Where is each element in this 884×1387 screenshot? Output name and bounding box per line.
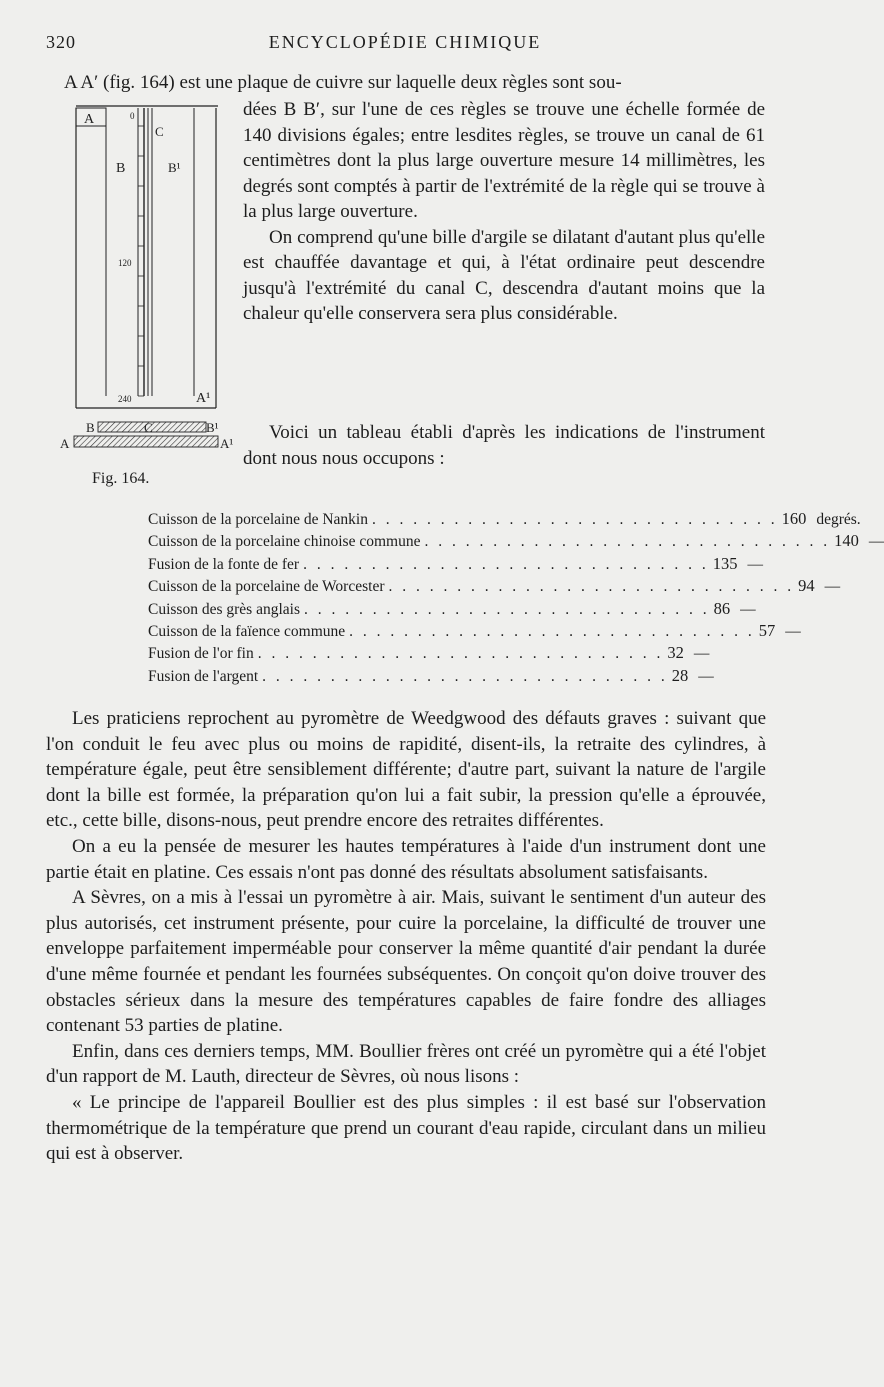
table-row	[148, 665, 714, 687]
leader-dots: . . . . . . . . . . . . . . . . . . . . . . . . . . . . . .	[388, 578, 795, 596]
label-c-bottom: C	[144, 420, 153, 435]
leader-dots: . . . . . . . . . . . . . . . . . . . . . . . . . . . . . .	[303, 555, 709, 573]
label-b1-bottom: B¹	[206, 420, 219, 435]
row-unit: —	[868, 533, 884, 551]
leader-dots: . . . . . . . . . . . . . . . . . . . . . . . . . . . . . .	[262, 667, 668, 685]
table-row	[148, 575, 841, 597]
leader-dots: . . . . . . . . . . . . . . . . . . . . . . . . . . . . . .	[349, 622, 755, 640]
paragraph-sevres: A Sèvres, on a mis à l'essai un pyromètre à air. Mais, suivant le sentiment d'un auteur des plus autorisés, cet instrument présente, pour cuire la porcelaine, la difficulté de trouver une enveloppe parfaitement imperméable pour conserver la même quantité d'air pendant la durée d'une même fournée et pendant les fournées subséquentes. On conçoit qu'on doive trouver des obstacles sérieux dans la mesure des températures capables de faire fondre des alliages contenant 53 parties de platine.	[46, 887, 766, 1037]
label-a1-bottom: A¹	[220, 436, 234, 451]
leader-dots: . . . . . . . . . . . . . . . . . . . . . . . . . . . . . .	[424, 533, 831, 551]
label-c-top: C	[155, 124, 164, 139]
row-label: Fusion de la fonte de fer	[148, 555, 300, 573]
row-unit: —	[785, 622, 801, 640]
row-value: 86	[713, 598, 731, 618]
paragraph-platinum: On a eu la pensée de mesurer les hautes températures à l'aide d'un instrument dont une partie était en platine. Ces essais n'ont pas donné des résultats absolument satisfaisants.	[46, 835, 766, 883]
table-row	[148, 642, 710, 664]
leader-dots: . . . . . . . . . . . . . . . . . . . . . . . . . . . . . .	[303, 600, 710, 618]
paragraph-rules-description: dées B B′, sur l'une de ces règles se trouve une échelle formée de 140 divisions égales; entre lesdites règles, se trouve un canal de 61 centimètres dont la plus large ouverture mesure 14 millimètres, les degrés sont comptés à partir de l'extrémité de la règle qui se trouve à la plus large ouverture.	[243, 99, 765, 222]
row-unit: —	[693, 645, 710, 663]
row-label: Fusion de l'argent	[148, 667, 259, 685]
row-label: Cuisson de la faïence commune	[148, 622, 346, 640]
row-unit: —	[824, 578, 841, 596]
label-b-bottom: B	[86, 420, 95, 435]
row-value: 94	[798, 576, 815, 596]
paragraph-boullier: Enfin, dans ces derniers temps, MM. Boullier frères ont créé un pyromètre qui a été l'objet d'un rapport de M. Lauth, directeur de Sèvres, où nous lisons :	[46, 1040, 766, 1088]
temperature-table	[148, 508, 884, 687]
body-text	[46, 706, 766, 1167]
row-label: Cuisson de la porcelaine chinoise commune	[148, 533, 421, 551]
running-title: ENCYCLOPÉDIE CHIMIQUE	[268, 32, 542, 52]
row-unit: —	[740, 600, 756, 618]
table-row	[148, 620, 801, 642]
label-b-left: B	[116, 161, 126, 176]
label-a1-right: A¹	[196, 391, 211, 406]
label-a-top: A	[84, 112, 95, 127]
leader-dots: . . . . . . . . . . . . . . . . . . . . . . . . . . . . . .	[257, 645, 664, 663]
row-label: Cuisson des grès anglais	[148, 600, 300, 618]
row-value: 160	[781, 509, 807, 528]
table-row	[148, 530, 884, 552]
table-row	[148, 553, 763, 575]
label-tick-240: 240	[118, 394, 132, 404]
row-label: Cuisson de la porcelaine de Worcester	[148, 578, 385, 596]
row-value: 32	[667, 643, 684, 663]
label-zero: 0	[130, 111, 135, 121]
row-unit: —	[698, 667, 714, 685]
row-label: Fusion de l'or fin	[148, 645, 254, 663]
row-value: 57	[758, 620, 776, 640]
paragraph-criticism: Les praticiens reprochent au pyromètre de Weedgwood des défauts graves : suivant que l'on conduit le feu avec plus ou moins de rapidité, disent-ils, la retraite des cylindres, à température égale, peut être sensiblement différente; d'autre part, suivant la nature de l'argile dont la bille est formée, la préparation qu'on lui a fait subir, la pression qu'elle a éprouvée, etc., cette bille, disons-nous, peut prendre encore des retraites différentes.	[46, 708, 766, 832]
figure-wrap-text	[243, 97, 765, 327]
label-a-bottom: A	[60, 436, 70, 451]
row-unit: —	[747, 555, 763, 573]
label-tick-120: 120	[118, 258, 132, 268]
table-row	[148, 598, 756, 620]
pyrometer-diagram	[56, 96, 236, 481]
figure-164	[56, 96, 236, 481]
row-unit: degrés.	[816, 511, 861, 528]
row-value: 28	[671, 665, 689, 685]
figure-caption: Fig. 164.	[92, 470, 150, 487]
page-header	[46, 32, 764, 56]
scale-ticks	[138, 126, 144, 396]
row-value: 135	[712, 553, 738, 573]
paragraph-clay-ball: On comprend qu'une bille d'argile se dilatant d'autant plus qu'elle est chauffée davantage et qui, à l'état ordinaire peut descendre jusqu'à l'extrémité du canal C, descendra d'autant moins que la chaleur qu'elle conservera sera plus considérable.	[243, 226, 765, 324]
row-value: 140	[834, 531, 859, 551]
paragraph-quote: « Le principe de l'appareil Boullier est des plus simples : il est basé sur l'observation thermométrique de la température que prend un courant d'eau rapide, circulant dans un milieu qui est à observer.	[46, 1091, 766, 1165]
section-lower-strip	[74, 436, 218, 447]
table-row	[148, 508, 861, 530]
label-b1-right: B¹	[168, 160, 181, 175]
intro-line: A A′ (fig. 164) est une plaque de cuivre sur laquelle deux règles sont sou-	[64, 72, 622, 93]
table-intro: Voici un tableau établi d'après les indications de l'instrument dont nous nous occupons :	[243, 422, 765, 469]
page-number: 320	[46, 32, 76, 52]
row-label: Cuisson de la porcelaine de Nankin	[148, 511, 368, 528]
leader-dots: . . . . . . . . . . . . . . . . . . . . . . . . . . . . . .	[371, 511, 778, 528]
